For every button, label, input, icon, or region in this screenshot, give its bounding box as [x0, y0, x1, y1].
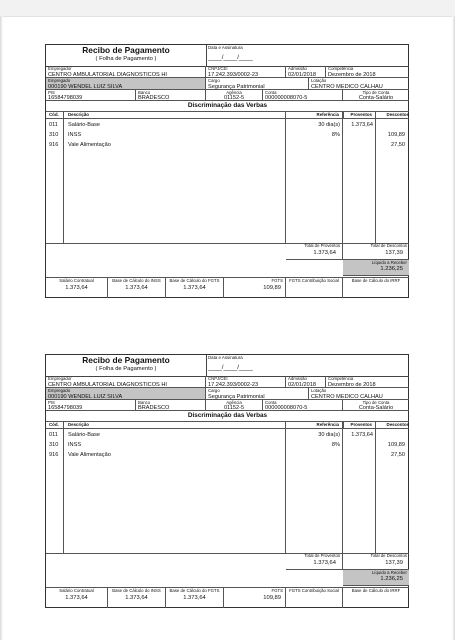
row-earnings: 1.373,64	[351, 122, 373, 128]
admission-cell	[286, 66, 326, 78]
account-type-label: Tipo de Conta	[362, 89, 390, 95]
cnpj-cell	[206, 376, 286, 388]
row-code: 916	[49, 452, 59, 458]
irrf-base-label: Base de Cálculo do IRRF	[351, 278, 401, 283]
fgts-social-cell	[286, 587, 343, 608]
employer-value: CENTRO AMBULATORIAL DIAGNOSTICOS HI	[48, 72, 167, 78]
date-signature-box	[206, 45, 409, 67]
col-header-disc: Descontos	[376, 111, 409, 119]
col-header-disc: Descontos	[376, 421, 409, 429]
col-header-ref: Referência	[286, 111, 343, 119]
fgts-value: 109,89	[263, 285, 281, 291]
fgts-social-label: FGTS Contribuição Social	[289, 588, 339, 593]
employer-cell	[46, 376, 206, 388]
payslip-title: Recibo de Pagamento	[82, 355, 170, 365]
total-proventos-cell	[286, 243, 343, 260]
bank-label: Banco	[138, 89, 151, 95]
fgts-value: 109,89	[263, 595, 281, 601]
row-reference: 8%	[331, 132, 340, 138]
admission-value: 02/01/2018	[288, 382, 316, 388]
bank-value: BRADESCO	[138, 405, 170, 411]
date-signature-box	[206, 355, 409, 377]
net-pay-label: Líquido a Receber	[371, 259, 407, 265]
employee-cell	[46, 388, 206, 400]
agency-label: Agência	[226, 89, 242, 95]
col-header-desc: Descrição	[64, 111, 286, 119]
agency-cell	[206, 90, 263, 101]
cnpj-value: 17.242.393/0002-23	[208, 72, 259, 78]
location-label: Lotação	[311, 387, 327, 393]
cnpj-value: 17.242.393/0002-23	[208, 382, 259, 388]
fgts-cell	[224, 277, 286, 298]
page-shadow-left	[0, 16, 3, 640]
row-reference: 8%	[331, 442, 340, 448]
fgts-base-cell	[166, 587, 224, 608]
admission-label: Admissão	[288, 375, 307, 381]
fgts-social-label: FGTS Contribuição Social	[289, 278, 339, 283]
bank-label: Banco	[138, 399, 151, 405]
col-header-ref: Referência	[286, 421, 343, 429]
location-cell	[309, 78, 409, 90]
row-reference: 30 dia(s)	[318, 432, 340, 438]
net-pay-value: 1.236,25	[380, 265, 403, 272]
date-signature-label: Data e Assinatura	[208, 355, 243, 360]
cnpj-label: CNPJ/CEI	[208, 375, 228, 381]
location-cell	[309, 388, 409, 400]
pis-cell	[46, 400, 136, 411]
account-cell	[263, 400, 343, 411]
row-code: 011	[49, 432, 58, 438]
col-header-cod: Cód.	[46, 111, 64, 119]
cnpj-cell	[206, 66, 286, 78]
date-signature-line: ____/____/____	[208, 364, 253, 371]
date-signature-line: ____/____/____	[208, 54, 253, 61]
competence-value: Dezembro de 2018	[328, 72, 376, 78]
col-header-cod: Cód.	[46, 421, 64, 429]
row-description: Vale Alimentação	[68, 452, 111, 458]
inss-base-label: Base de Cálculo do INSS	[112, 588, 161, 593]
salary-cell	[46, 587, 108, 608]
col-desc	[64, 429, 286, 553]
account-cell	[263, 90, 343, 101]
admission-label: Admissão	[288, 65, 307, 71]
employee-cell	[46, 78, 206, 90]
payslip-title: Recibo de Pagamento	[82, 45, 170, 55]
row-description: Vale Alimentação	[68, 142, 111, 148]
total-descontos-cell	[343, 243, 409, 260]
pis-value: 16584798039	[48, 95, 83, 101]
account-label: Conta	[265, 89, 277, 95]
location-value: CENTRO MEDICO CALHAU	[311, 394, 383, 400]
role-cell	[206, 388, 309, 400]
fgts-base-value: 1.373,64	[183, 595, 206, 601]
section-title: Discriminação das Verbas	[46, 101, 409, 112]
payslip	[45, 44, 409, 298]
row-description: INSS	[68, 132, 82, 138]
net-pay-value: 1.236,25	[380, 575, 403, 582]
payslip-header	[46, 45, 207, 67]
row-reference: 30 dia(s)	[318, 122, 340, 128]
net-pay-label: Líquido a Receber	[371, 569, 407, 575]
pis-label: PIS	[48, 89, 55, 95]
date-signature-label: Data e Assinatura	[208, 45, 243, 50]
admission-value: 02/01/2018	[288, 72, 316, 78]
agency-value: 01152-5	[223, 405, 245, 411]
fgts-base-label: Base de Cálculo do FGTS	[169, 588, 220, 593]
inss-base-cell	[108, 587, 166, 608]
top-bar	[0, 0, 455, 17]
role-label: Cargo	[208, 387, 220, 393]
agency-cell	[206, 400, 263, 411]
col-header-desc: Descrição	[64, 421, 286, 429]
competence-label: Competência	[328, 65, 354, 71]
row-description: INSS	[68, 442, 82, 448]
agency-label: Agência	[226, 399, 242, 405]
employee-value: 000190 WENDEL LUIZ SILVA	[48, 84, 123, 90]
col-desc	[64, 119, 286, 243]
account-value: 000000008070-5	[265, 95, 308, 101]
row-code: 310	[49, 132, 59, 138]
location-value: CENTRO MEDICO CALHAU	[311, 84, 383, 90]
row-code: 916	[49, 142, 59, 148]
payslip-subtitle: ( Folha de Pagamento )	[95, 366, 157, 372]
row-deductions: 109,89	[387, 132, 405, 138]
total-proventos-cell	[286, 553, 343, 570]
pis-cell	[46, 90, 136, 101]
row-description: Salário-Base	[68, 432, 101, 438]
employee-value: 000190 WENDEL LUIZ SILVA	[48, 394, 123, 400]
role-label: Cargo	[208, 77, 220, 83]
account-type-cell	[343, 400, 409, 411]
irrf-base-cell	[343, 587, 409, 608]
bank-cell	[136, 90, 206, 101]
irrf-base-label: Base de Cálculo do IRRF	[351, 588, 401, 593]
employer-value: CENTRO AMBULATORIAL DIAGNOSTICOS HI	[48, 382, 167, 388]
employee-label: Empregado	[48, 77, 71, 83]
account-value: 000000008070-5	[265, 405, 308, 411]
net-pay-cell	[343, 570, 409, 586]
employer-label: Empregador	[48, 65, 72, 71]
fgts-label: FGTS	[271, 278, 283, 283]
admission-cell	[286, 376, 326, 388]
employer-cell	[46, 66, 206, 78]
total-descontos-value: 137,39	[385, 250, 403, 256]
salary-value: 1.373,64	[65, 595, 88, 601]
payslip-subtitle: ( Folha de Pagamento )	[95, 56, 157, 62]
row-deductions: 27,50	[391, 142, 405, 148]
total-descontos-cell	[343, 553, 409, 570]
total-descontos-value: 137,39	[385, 560, 403, 566]
row-earnings: 1.373,64	[351, 432, 373, 438]
salary-label: Salário Contratual	[59, 588, 94, 593]
row-deductions: 109,89	[387, 442, 405, 448]
competence-label: Competência	[328, 375, 354, 381]
role-value: Segurança Patrimonial	[208, 84, 265, 90]
account-type-label: Tipo de Conta	[362, 399, 390, 405]
fgts-cell	[224, 587, 286, 608]
location-label: Lotação	[311, 77, 327, 83]
inss-base-label: Base de Cálculo do INSS	[112, 278, 161, 283]
section-title: Discriminação das Verbas	[46, 411, 409, 422]
bank-value: BRADESCO	[138, 95, 170, 101]
fgts-social-cell	[286, 277, 343, 298]
total-proventos-value: 1.373,64	[313, 560, 336, 566]
row-code: 310	[49, 442, 59, 448]
total-proventos-value: 1.373,64	[313, 250, 336, 256]
account-label: Conta	[265, 399, 277, 405]
col-header-prov: Proventos	[343, 111, 376, 119]
fgts-base-label: Base de Cálculo do FGTS	[169, 278, 220, 283]
col-header-prov: Proventos	[343, 421, 376, 429]
row-description: Salário-Base	[68, 122, 101, 128]
pis-value: 16584798039	[48, 405, 83, 411]
competence-value: Dezembro de 2018	[328, 382, 376, 388]
salary-value: 1.373,64	[65, 285, 88, 291]
total-descontos-label: Total de Descontos	[370, 243, 407, 248]
fgts-label: FGTS	[271, 588, 283, 593]
bank-cell	[136, 400, 206, 411]
fgts-base-value: 1.373,64	[183, 285, 206, 291]
fgts-base-cell	[166, 277, 224, 298]
total-proventos-label: Total de Proventos	[304, 553, 340, 558]
role-value: Segurança Patrimonial	[208, 394, 265, 400]
total-proventos-label: Total de Proventos	[304, 243, 340, 248]
employee-label: Empregado	[48, 387, 71, 393]
competence-cell	[326, 66, 409, 78]
total-descontos-label: Total de Descontos	[370, 553, 407, 558]
payslip-header	[46, 355, 207, 377]
employer-label: Empregador	[48, 375, 72, 381]
cnpj-label: CNPJ/CEI	[208, 65, 228, 71]
inss-base-value: 1.373,64	[125, 285, 148, 291]
irrf-base-cell	[343, 277, 409, 298]
inss-base-value: 1.373,64	[125, 595, 148, 601]
account-type-value: Conta-Salário	[358, 405, 394, 411]
inss-base-cell	[108, 277, 166, 298]
account-type-value: Conta-Salário	[358, 95, 394, 101]
agency-value: 01152-5	[223, 95, 245, 101]
payslip	[45, 354, 409, 608]
salary-cell	[46, 277, 108, 298]
row-code: 011	[49, 122, 58, 128]
account-type-cell	[343, 90, 409, 101]
net-pay-cell	[343, 260, 409, 276]
row-deductions: 27,50	[391, 452, 405, 458]
role-cell	[206, 78, 309, 90]
competence-cell	[326, 376, 409, 388]
pis-label: PIS	[48, 399, 55, 405]
salary-label: Salário Contratual	[59, 278, 94, 283]
